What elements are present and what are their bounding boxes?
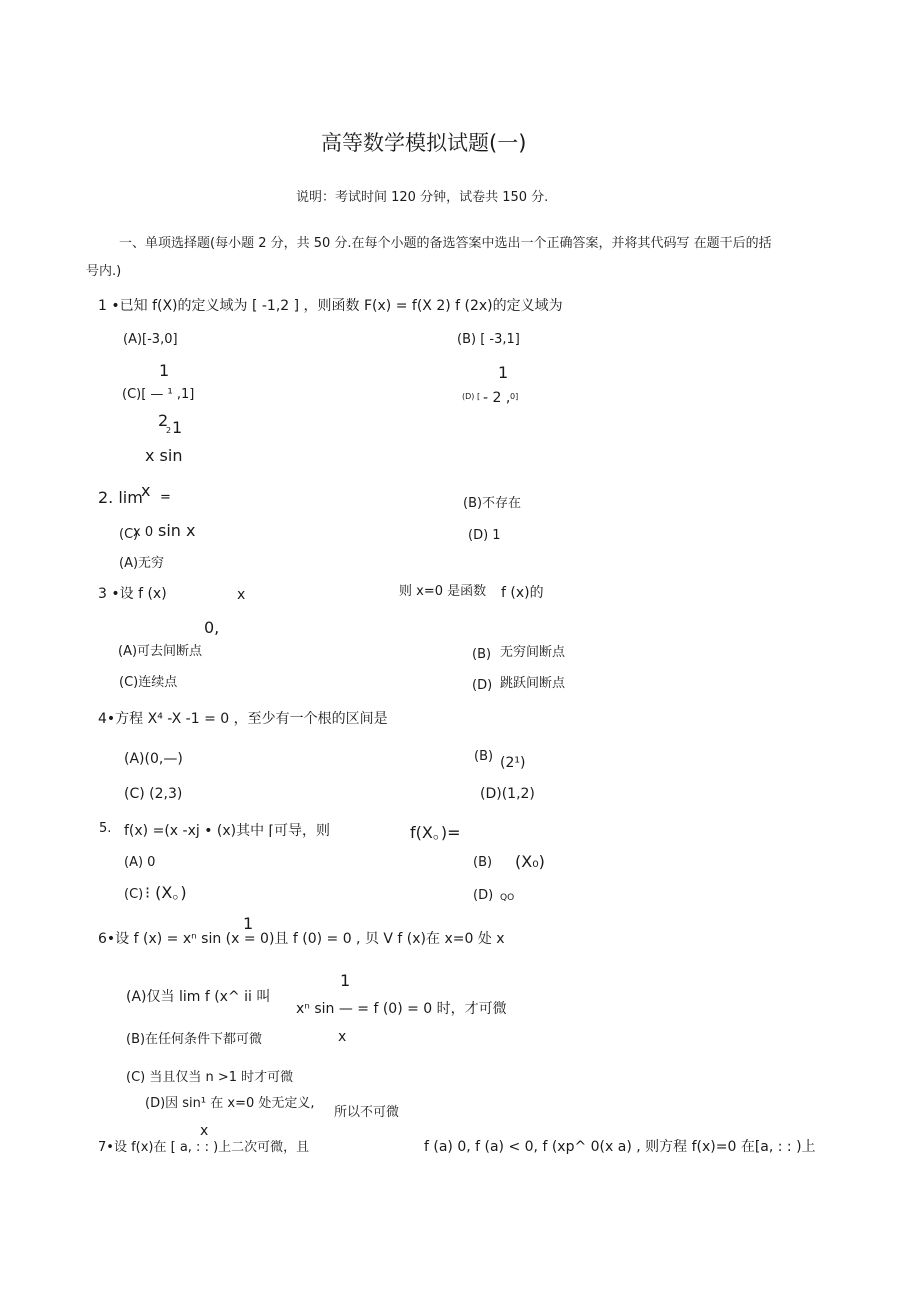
q2-option-b: (B)不存在 [463,496,522,511]
q4-option-b: (2¹) [500,755,526,771]
q6-option-c: (C) 当且仅当 n >1 时才可微 [126,1070,294,1085]
q5-option-d: QO [500,893,515,903]
q1-option-c-denominator: 2 [158,411,169,430]
q4-option-d: (D)(1,2) [480,786,535,802]
q2-option-c-label: (C) [119,527,139,542]
q1-option-d-label: (D) [ [462,392,481,401]
q1-stem: 1 •已知 f(X)的定义域为 [ -1,2 ] ，则函数 F(x) = f(X 2) f (2x)的定义域为 [98,298,563,314]
q6-one: 1 [243,914,254,933]
q3-x: x [237,587,246,603]
q6-option-a-one: 1 [340,971,351,990]
q2-option-c-sinx: sin x [158,521,196,540]
q7-stem-rest: f (a) 0, f (a) < 0, f (xp^ 0(x a) , 则方程 f(x)=0 在[a, : : )上 [424,1139,816,1155]
q5-option-b-label: (B) [473,855,493,870]
q5-number: 5. [99,821,112,836]
q1-option-d-numerator: 1 [498,363,509,382]
q2-lim-x: x [141,481,151,500]
section-header: 一、单项选择题(每小题 2 分，共 50 分.在每个小题的备选答案中选出一个正确答案，并将其代码写 在题干后的括 [119,236,772,251]
q2-equals: = [160,490,171,505]
q3-option-d-label: (D) [472,678,493,693]
q2-fraction-one: 1 [172,418,183,437]
q6-option-b: (B)在任何条件下都可微 [126,1032,263,1047]
q6-option-a-rest: xⁿ sin — = f (0) = 0 时，才可微 [296,1001,507,1017]
q5-option-d-label: (D) [473,888,494,903]
q5-stem: f(x) =(x -xj • (x)其中 ⌈可导，则 [124,823,331,839]
q4-option-b-label: (B) [474,749,494,764]
q6-option-d-x: x [200,1123,209,1139]
q5-rhs: f(X。)= [410,823,461,842]
q5-option-a: (A) 0 [124,855,156,870]
q6-option-d: (D)因 sin¹ 在 x=0 处无定义, [145,1096,315,1111]
q7-stem: 7•设 f(x)在 [ a, : : )上二次可微，且 [98,1140,310,1155]
q3-option-b-label: (B) [472,647,492,662]
q3-option-d: 跳跃间断点 [500,676,566,691]
q4-option-a: (A)(0,—) [124,751,183,767]
q2-option-c-limit: x 0 [133,525,154,540]
q3-stem: 3 •设 f (x) [98,586,167,602]
q1-option-b: (B) [ -3,1] [457,332,520,347]
q3-stem-rest: 则 x=0 是函数 [399,584,487,599]
q3-option-a: (A)可去间断点 [118,644,203,659]
q4-option-c: (C) (2,3) [124,786,183,802]
q1-option-a: (A)[-3,0] [123,332,178,347]
q6-option-a: (A)仅当 lim f (x^ ii 叫 [126,989,271,1005]
page-title: 高等数学模拟试题(一) [321,131,527,155]
q1-option-c-subscript: 2 [166,426,172,435]
q3-fx: f (x)的 [501,585,544,601]
section-header-cont: 号内.) [86,264,122,279]
q1-option-d: - 2 , [483,390,511,406]
q2-option-d: (D) 1 [468,528,501,543]
q6-stem: 6•设 f (x) = xⁿ sin (x = 0)且 f (0) = 0 , 贝 V f (x)在 x=0 处 x [98,931,505,947]
q2-fraction-x-sin: x sin [145,446,183,465]
q3-option-c: (C)连续点 [119,675,178,690]
q5-option-c-label: (C) [124,887,144,902]
q4-stem: 4•方程 X⁴ -X -1 = 0 ，至少有一个根的区间是 [98,711,388,727]
q5-option-c: ⁝ (X。) [145,883,187,902]
q1-option-c: (C)[ — ¹ ,1] [122,387,195,402]
q1-option-c-numerator: 1 [159,361,170,380]
q1-option-d-end: 0] [510,392,519,401]
exam-note: 说明：考试时间 120 分钟，试卷共 150 分. [296,190,549,205]
q5-option-b: (X₀) [515,852,545,871]
q3-zero: 0, [204,618,220,637]
q3-option-b: 无穷间断点 [500,645,566,660]
q2-option-a: (A)无穷 [119,556,165,571]
q6-option-d-rest: 所以不可微 [334,1105,400,1120]
q6-option-b-x: x [338,1029,347,1045]
q2-lim: 2. lim [98,488,143,507]
